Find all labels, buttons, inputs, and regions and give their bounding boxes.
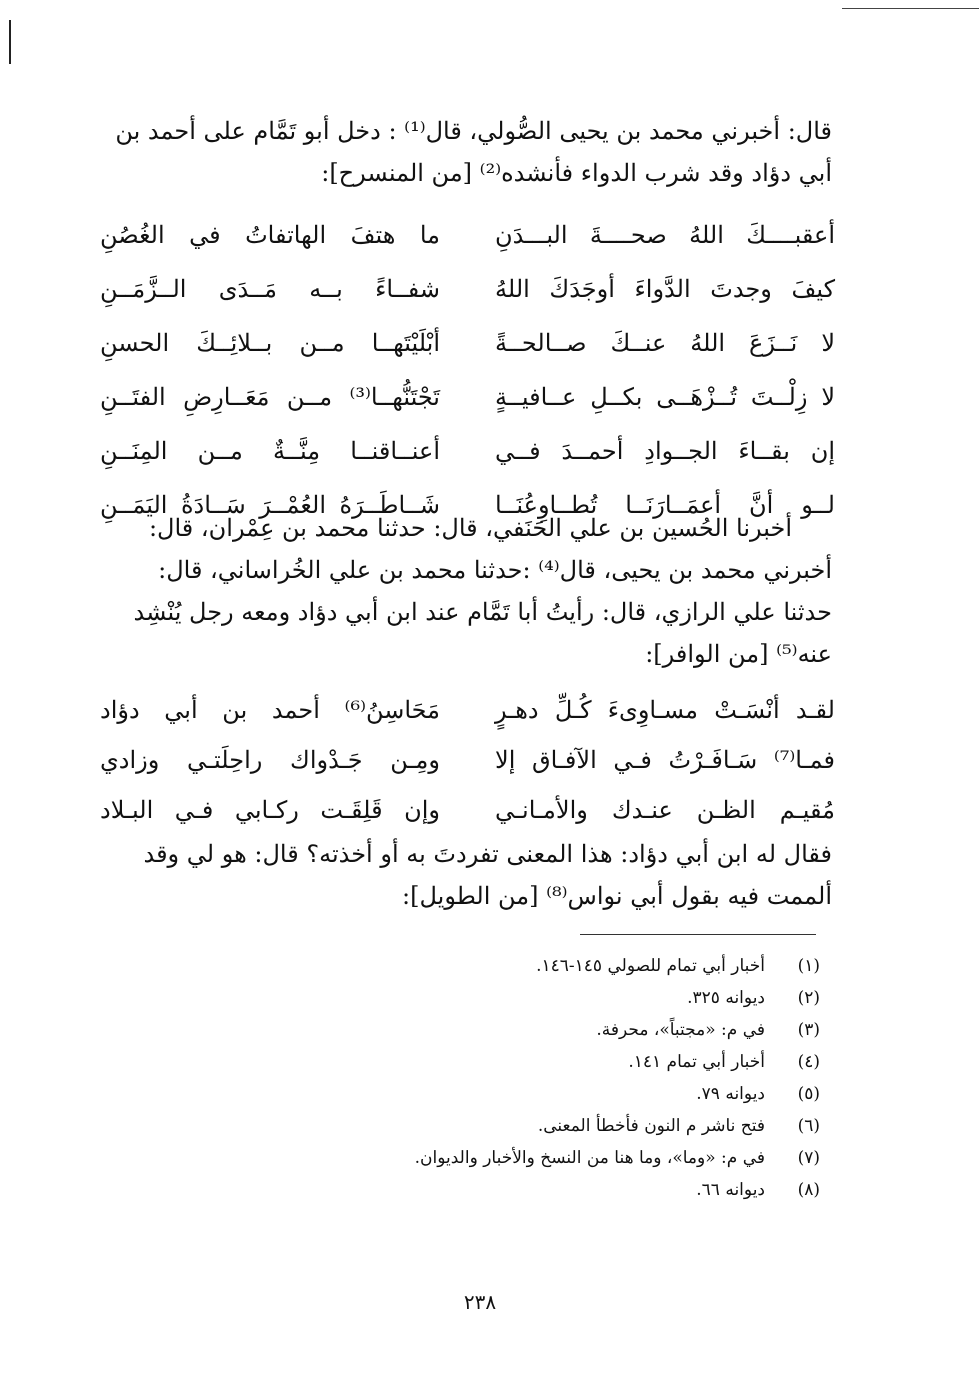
footnote-number: (٣) (797, 1020, 820, 1040)
footnote (300, 1110, 820, 1142)
prose-closing (112, 833, 832, 917)
prose-line: حدثنا علي الرازي، قال: رأيتُ أبا تَمَّام عند ابن أبي دؤاد ومعه رجل يُنْشِد (133, 598, 832, 626)
verse (100, 685, 835, 735)
hemistich-second: وإن قَلِقَـت ركـابي فـي البـلاد (100, 796, 440, 824)
verse (100, 316, 835, 370)
hemistich-second: ما هتفَ الهاتفاتُ في الغُصُنِ (100, 221, 440, 249)
hemistich-second: ومِـن جَـدْواك راحِلَتـي وزادي (100, 746, 440, 774)
hemistich-first: لقـد أنْسَـتْ مسـاوِىءَ كُـلِّ دهـرٍ (495, 696, 835, 724)
scan-edge-mark (9, 20, 11, 64)
prose-line: أبي دؤاد وقد شرب الدواء فأنشده⁽²⁾ [من المنسرح]: (321, 159, 832, 187)
footnote-text: في م: «وما»، وما هنا من النسخ والأخبار والديوان. (414, 1148, 765, 1168)
footnote (300, 1046, 820, 1078)
hemistich-first: أعقبــــكَ اللهُ صحــــةَ البـــدَنِ (495, 221, 835, 249)
footnote-separator (580, 934, 816, 935)
footnote-text: أخبار أبي تمام للصولي ١٤٥-١٤٦. (536, 956, 765, 976)
footnote-number: (١) (797, 956, 820, 976)
verse (100, 424, 835, 478)
hemistich-first: لا نَــزَعَ اللهُ عنــكَ صــالحــةً (495, 329, 835, 357)
footnote-number: (٢) (797, 988, 820, 1008)
footnote-number: (٥) (797, 1084, 820, 1104)
hemistich-first: مُقيـم الظـن عنـدك والأمـانـي (495, 796, 835, 824)
verse (100, 262, 835, 316)
footnote-text: ديوانه ٦٦. (696, 1180, 765, 1200)
prose-isnad (112, 507, 832, 675)
footnote-text: فتح ناشر م النون فأخطأ المعنى. (537, 1116, 765, 1136)
footnote-number: (٦) (797, 1116, 820, 1136)
hemistich-first: إن بقــاءَ الجــوادِ أحمــدَ فــي (495, 437, 835, 465)
footnote (300, 1014, 820, 1046)
prose-line: قال: أخبرني محمد بن يحيى الصُّولي، قال⁽¹⁾ : دخل أبو تَمَّام على أحمد بن (115, 117, 832, 145)
prose-line: أخبرني محمد بن يحيى، قال⁽⁴⁾ :حدثنا محمد بن علي الخُراساني، قال: (158, 556, 832, 584)
footnotes (300, 950, 820, 1206)
footnote (300, 1174, 820, 1206)
footnote (300, 1142, 820, 1174)
verse (100, 785, 835, 835)
footnote (300, 982, 820, 1014)
hemistich-first: لا زِلْــتَ تُــزْهَــى بكــلِ عــافيــةٍ (495, 383, 835, 411)
footnote (300, 1078, 820, 1110)
hemistich-second: شفــاءً بــه مَــدَى الــزَّمَــنِ (100, 275, 440, 303)
hemistich-second: مَحَاسِنُ⁽⁶⁾ أحمد بن أبي دؤاد (100, 696, 440, 724)
hemistich-second: أعنــاقنــا مِنَّــةٌ مــن المِنَــنِ (100, 437, 440, 465)
footnote-text: أخبار أبي تمام ١٤١. (628, 1052, 765, 1072)
footnote-text: ديوانه ٣٢٥. (687, 988, 765, 1008)
footnote-text: في م: «مجتباً»، محرفة. (596, 1020, 765, 1040)
hemistich-first: كيفَ وجدتَ الدَّواءَ أوجَدَكَ اللهُ (495, 275, 835, 303)
footnote-number: (٧) (797, 1148, 820, 1168)
prose-line: عنه⁽⁵⁾ [من الوافر]: (645, 640, 832, 668)
verse (100, 735, 835, 785)
verse (100, 370, 835, 424)
poem-wafir (100, 685, 835, 835)
prose-line: فقال له ابن أبي دؤاد: هذا المعنى تفردتَ به أو أخذته؟ قال: هو لي وقد (143, 840, 832, 868)
hemistich-second: أبْلَيْتَهــا مــن بــلائِــكَ الحسنِ (100, 329, 440, 357)
footnote-number: (٨) (797, 1180, 820, 1200)
verse (100, 208, 835, 262)
footnote-text: ديوانه ٧٩. (696, 1084, 765, 1104)
footnote (300, 950, 820, 982)
page-number: ٢٣٨ (463, 1290, 497, 1314)
hemistich-second: تَجْتَنُّهــا⁽³⁾ مــن مَعَــارِضِ الفتَــنِ (100, 383, 440, 411)
hemistich-first: لــو أنَّ أعمَــارَنَــا تُطــاوِعُنَــا (495, 491, 835, 519)
footnote-number: (٤) (797, 1052, 820, 1072)
prose-line: أخبرنا الحُسين بن علي الحَنَفي، قال: حدثنا محمد بن عِمْران، قال: (148, 514, 792, 542)
prose-line: ألممت فيه بقول أبي نواس⁽⁸⁾ [من الطويل]: (402, 882, 832, 910)
poem-munsarih (100, 208, 835, 532)
scan-edge-line (842, 8, 979, 9)
hemistich-second: شَــاطَــرَهُ العُمْــرَ سَــادَةُ اليَمَــنِ (100, 491, 440, 519)
prose-intro (112, 110, 832, 194)
hemistich-first: فمـا⁽⁷⁾ سَـافَـرْتُ فـي الآفـاق إلا (495, 746, 835, 774)
